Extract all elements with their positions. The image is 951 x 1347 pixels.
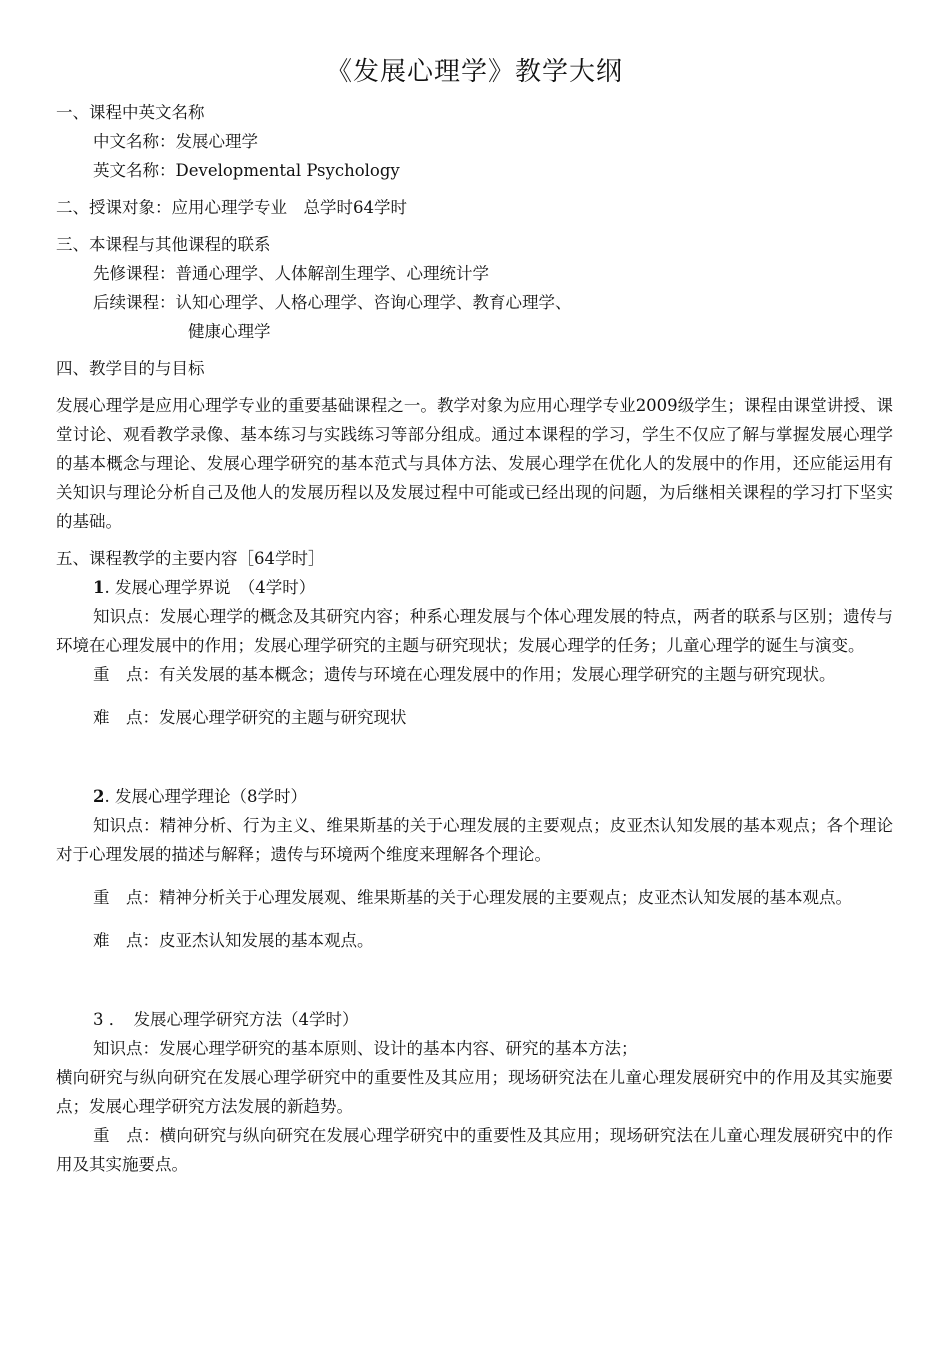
unit-1-title (56, 573, 893, 602)
unit-3-knowledge-b: 横向研究与纵向研究在发展心理学研究中的重要性及其应用；现场研究法在儿童心理发展研究中的作用及其实施要点；发展心理学研究方法发展的新趋势。 (56, 1068, 893, 1116)
unit-1-knowledge: 知识点：发展心理学的概念及其研究内容；种系心理发展与个体心理发展的特点，两者的联系与区别；遗传与环境在心理发展中的作用；发展心理学研究的主题与研究现状；发展心理学的任务；儿童心理学的诞生与演变。 (56, 607, 893, 655)
section-3-heading: 三、本课程与其他课程的联系 (56, 235, 271, 254)
unit-1-key: 重 点：有关发展的基本概念；遗传与环境在心理发展中的作用；发展心理学研究的主题与研究现状。 (93, 665, 836, 684)
unit-2-key: 重 点：精神分析关于心理发展观、维果斯基的关于心理发展的主要观点；皮亚杰认知发展的基本观点。 (93, 888, 852, 907)
unit-3-knowledge-a: 知识点：发展心理学研究的基本原则、设计的基本内容、研究的基本方法； (93, 1039, 638, 1058)
section-5-heading: 五、课程教学的主要内容［64学时］ (56, 549, 325, 568)
unit-2-difficult: 难 点：皮亚杰认知发展的基本观点。 (93, 931, 374, 950)
unit-2-title (56, 782, 893, 811)
section-4-heading: 四、教学目的与目标 (56, 359, 205, 378)
followup-courses: 后续课程：认知心理学、人格心理学、咨询心理学、教育心理学、 (93, 293, 572, 312)
unit-3-title: 3 ． 发展心理学研究方法（4学时） (93, 1010, 359, 1029)
unit-3-key: 重 点：横向研究与纵向研究在发展心理学研究中的重要性及其应用；现场研究法在儿童心理发展研究中的作用及其实施要点。 (56, 1126, 893, 1174)
english-name: 英文名称：Developmental Psychology (93, 161, 400, 180)
unit-1-title-text: . 发展心理学界说 （4学时） (104, 578, 316, 597)
section-2-heading: 二、授课对象：应用心理学专业 总学时64学时 (56, 198, 407, 217)
unit-2-knowledge: 知识点：精神分析、行为主义、维果斯基的关于心理发展的主要观点；皮亚杰认知发展的基本观点；各个理论对于心理发展的描述与解释；遗传与环境两个维度来理解各个理论。 (56, 816, 893, 864)
document-title: 《发展心理学》教学大纲 (325, 57, 623, 87)
unit-1-number: 1 (93, 578, 105, 597)
followup-courses-cont: 健康心理学 (188, 322, 271, 341)
chinese-name: 中文名称：发展心理学 (93, 132, 258, 151)
unit-1-difficult: 难 点：发展心理学研究的主题与研究现状 (93, 708, 407, 727)
prerequisite-courses: 先修课程：普通心理学、人体解剖生理学、心理统计学 (93, 264, 489, 283)
unit-2-number: 2 (93, 787, 105, 806)
section-1-heading: 一、课程中英文名称 (56, 103, 205, 122)
section-4-body: 发展心理学是应用心理学专业的重要基础课程之一。教学对象为应用心理学专业2009级学生；课程由课堂讲授、课堂讨论、观看教学录像、基本练习与实践练习等部分组成。通过本课程的学习，学生不仅应了解与掌握发展心理学的基本概念与理论、发展心理学研究的基本范式与具体方法、发展心理学在优化人的发展中的作用，还应能运用有关知识与理论分析自己及他人的发展历程以及发展过程中可能或已经出现的问题，为后继相关课程的学习打下坚实的基础。 (56, 396, 893, 531)
unit-2-title-text: . 发展心理学理论（8学时） (104, 787, 307, 806)
